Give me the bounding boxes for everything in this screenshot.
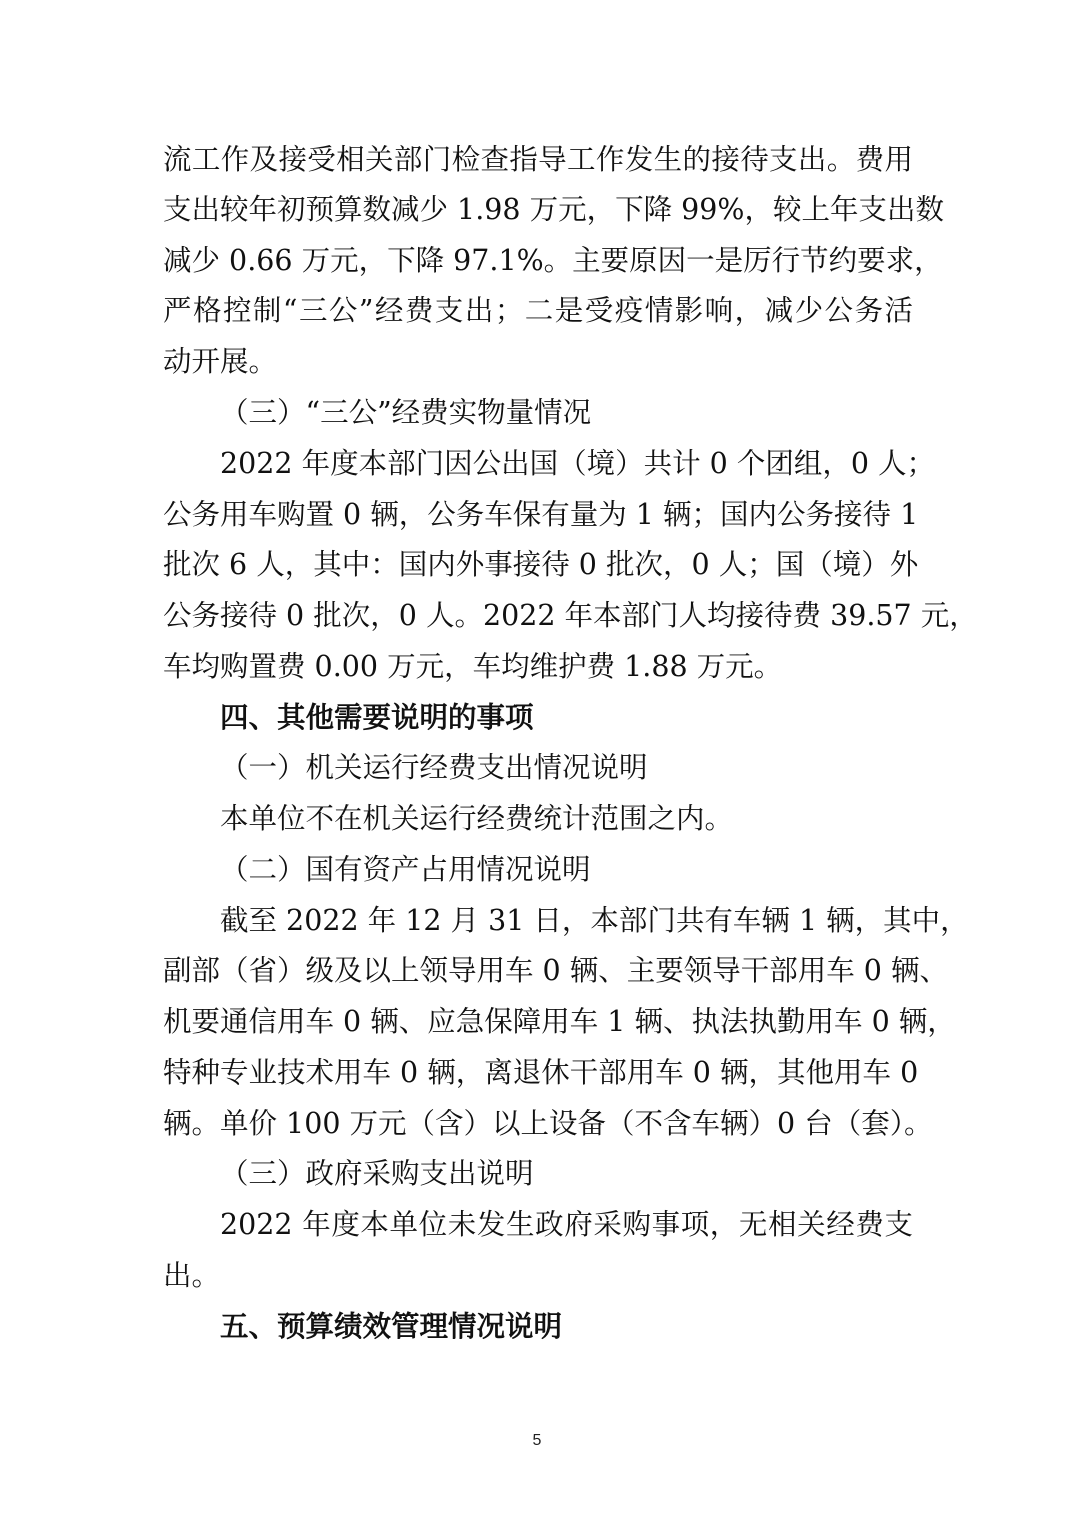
subsection-heading: （三）政府采购支出说明 [220, 1157, 534, 1190]
subsection-heading: （一）机关运行经费支出情况说明 [220, 751, 648, 784]
subsection-heading: （二）国有资产占用情况说明 [220, 853, 591, 886]
page-number: 5 [532, 1432, 542, 1449]
paragraph-line: 公务用车购置 0 辆，公务车保有量为 1 辆；国内公务接待 1 [163, 498, 919, 531]
paragraph-line: 辆。单价 100 万元（含）以上设备（不含车辆）0 台（套）。 [163, 1107, 933, 1140]
paragraph-line: 2022 年度本单位未发生政府采购事项，无相关经费支 [220, 1208, 913, 1241]
paragraph-line: 批次 6 人，其中：国内外事接待 0 批次，0 人；国（境）外 [163, 548, 919, 581]
paragraph-line: 公务接待 0 批次，0 人。2022 年本部门人均接待费 39.57 元， [163, 599, 978, 632]
paragraph-line: 特种专业技术用车 0 辆，离退休干部用车 0 辆，其他用车 0 [163, 1056, 919, 1089]
paragraph-line: 出。 [163, 1259, 221, 1292]
paragraph-line: 本单位不在机关运行经费统计范围之内。 [220, 802, 734, 835]
paragraph-line: 车均购置费 0.00 万元，车均维护费 1.88 万元。 [163, 650, 783, 683]
paragraph-line: 截至 2022 年 12 月 31 日，本部门共有车辆 1 辆，其中， [220, 904, 969, 937]
paragraph-line: 机要通信用车 0 辆、应急保障用车 1 辆、执法执勤用车 0 辆， [163, 1005, 956, 1038]
section-heading: 五、预算绩效管理情况说明 [220, 1310, 563, 1343]
paragraph-line: 减少 0.66 万元，下降 97.1%。主要原因一是厉行节约要求， [163, 244, 943, 277]
paragraph-line: 副部（省）级及以上领导用车 0 辆、主要领导干部用车 0 辆、 [163, 954, 949, 987]
paragraph-line: 流工作及接受相关部门检查指导工作发生的接待支出。费用 [163, 143, 913, 176]
paragraph-line: 支出较年初预算数减少 1.98 万元，下降 99%，较上年支出数 [163, 193, 944, 226]
paragraph-line: 动开展。 [163, 345, 278, 378]
paragraph-line: 2022 年度本部门因公出国（境）共计 0 个团组，0 人； [220, 447, 936, 480]
subsection-heading: （三）“三公”经费实物量情况 [220, 396, 592, 429]
section-heading: 四、其他需要说明的事项 [220, 701, 534, 734]
paragraph-line: 严格控制“三公”经费支出；二是受疫情影响，减少公务活 [163, 294, 913, 327]
